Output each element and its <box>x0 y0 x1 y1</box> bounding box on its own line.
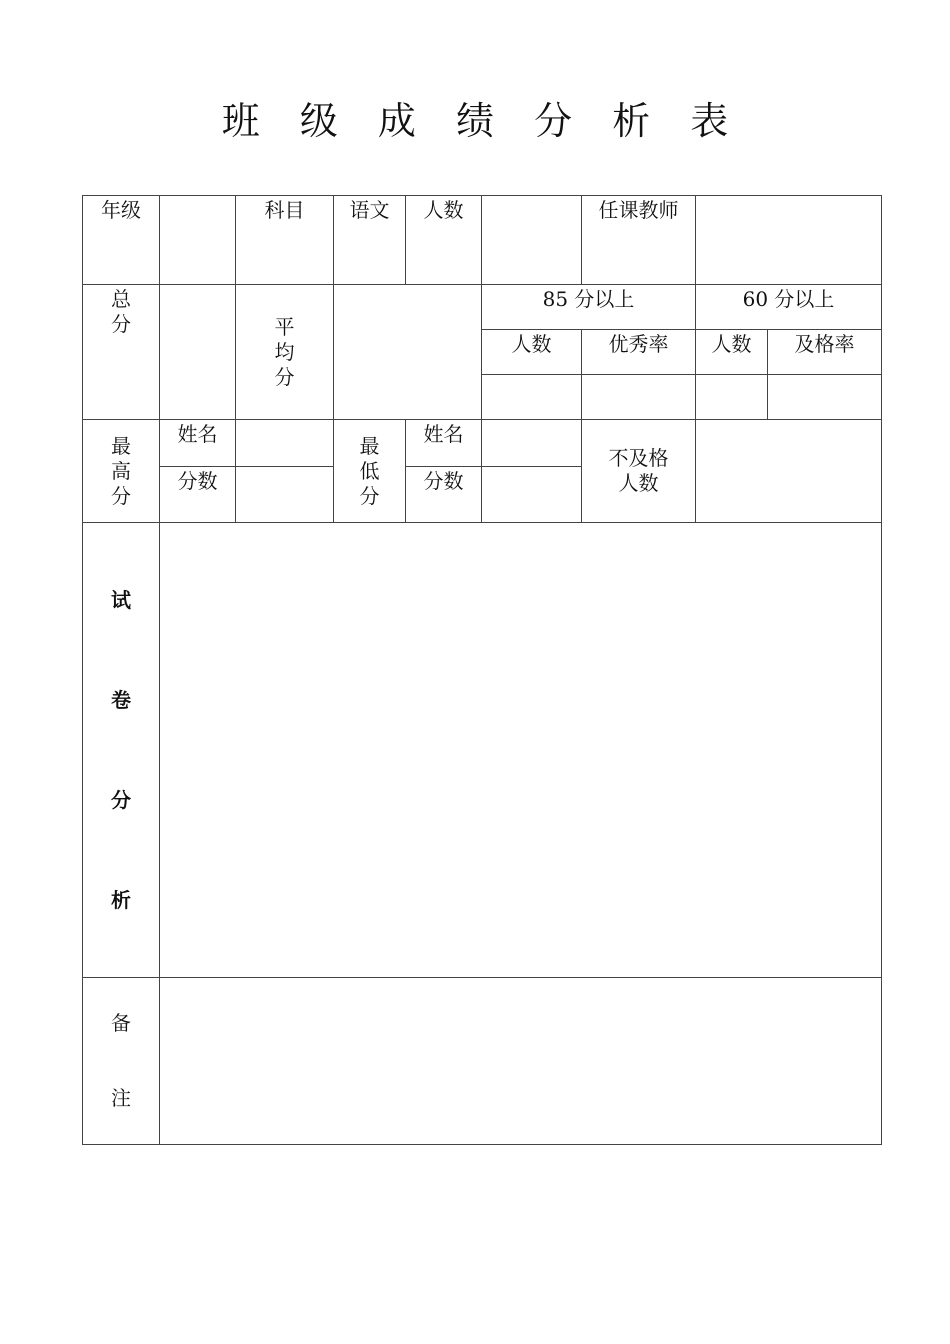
highest-score-label-char: 最 <box>111 433 131 458</box>
average-score-value-cell[interactable] <box>334 285 482 420</box>
lowest-score-label <box>334 420 406 523</box>
highest-score-value-cell[interactable] <box>236 467 334 523</box>
grade-value-cell[interactable] <box>160 196 236 285</box>
teacher-value-cell[interactable] <box>696 196 882 285</box>
average-score-label-char: 分 <box>274 364 295 389</box>
lowest-name-value-cell[interactable] <box>482 420 582 467</box>
student-count-label: 人数 <box>406 196 482 285</box>
lowest-name-label: 姓名 <box>406 420 482 467</box>
above-60-count-value-cell[interactable] <box>696 375 768 420</box>
paper-analysis-label-char: 分 <box>111 787 131 812</box>
excellent-rate-value-cell[interactable] <box>582 375 696 420</box>
highest-score-label-char: 高 <box>111 458 131 483</box>
highest-name-value-cell[interactable] <box>236 420 334 467</box>
above-85-header: 85 分以上 <box>482 285 696 330</box>
subject-label: 科目 <box>236 196 334 285</box>
fail-count-value-cell[interactable] <box>696 420 882 523</box>
above-85-count-value-cell[interactable] <box>482 375 582 420</box>
total-score-label-char: 总 <box>111 287 131 311</box>
above-60-header: 60 分以上 <box>696 285 882 330</box>
lowest-score-label-char: 低 <box>359 458 380 483</box>
total-score-label-char: 分 <box>111 312 131 336</box>
above-60-count-label: 人数 <box>696 330 768 375</box>
average-score-label-char: 平 <box>274 314 295 339</box>
pass-rate-value-cell[interactable] <box>768 375 882 420</box>
average-score-label-char: 均 <box>274 339 295 364</box>
paper-analysis-label-char: 卷 <box>111 687 131 712</box>
pass-rate-label: 及格率 <box>768 330 882 375</box>
excellent-rate-label: 优秀率 <box>582 330 696 375</box>
paper-analysis-label-char: 析 <box>111 887 131 912</box>
average-score-label <box>236 285 334 420</box>
lowest-score-value-cell[interactable] <box>482 467 582 523</box>
remarks-label-char: 备 <box>111 1011 131 1035</box>
highest-score-label <box>83 420 160 523</box>
page-title: 班 级 成 绩 分 析 表 <box>221 99 743 143</box>
remarks-label <box>83 978 160 1145</box>
fail-count-label-line: 不及格 <box>608 446 669 470</box>
subject-value: 语文 <box>334 196 406 285</box>
highest-name-label: 姓名 <box>160 420 236 467</box>
lowest-score-label-char: 最 <box>359 433 380 458</box>
paper-analysis-content-cell[interactable] <box>160 523 882 978</box>
remarks-label-char: 注 <box>111 1086 131 1110</box>
highest-score-label-sub: 分数 <box>160 467 236 523</box>
highest-score-label-char: 分 <box>111 483 131 508</box>
teacher-label: 任课教师 <box>582 196 696 285</box>
lowest-score-label-sub: 分数 <box>406 467 482 523</box>
fail-count-label <box>582 420 696 523</box>
remarks-content-cell[interactable] <box>160 978 882 1145</box>
paper-analysis-label <box>83 523 160 978</box>
score-analysis-table <box>82 195 882 1145</box>
fail-count-label-line: 人数 <box>618 471 659 495</box>
above-85-count-label: 人数 <box>482 330 582 375</box>
grade-label: 年级 <box>83 196 160 285</box>
lowest-score-label-char: 分 <box>359 483 380 508</box>
paper-analysis-label-char: 试 <box>111 587 131 612</box>
student-count-value-cell[interactable] <box>482 196 582 285</box>
total-score-value-cell[interactable] <box>160 285 236 420</box>
total-score-label <box>83 285 160 420</box>
